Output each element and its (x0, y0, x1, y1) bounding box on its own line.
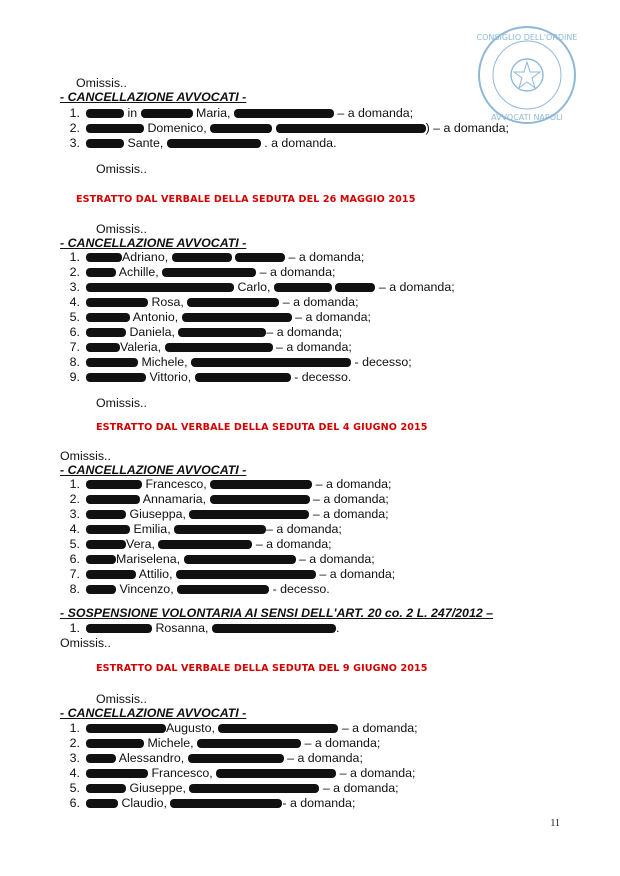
list-item: 5. Vera, – a domanda; (58, 537, 332, 551)
list-number: 1. (69, 250, 80, 264)
list-number: 8. (69, 355, 80, 369)
list-number: 4. (69, 295, 80, 309)
redaction-mark (188, 754, 284, 763)
list-number: 7. (69, 340, 80, 354)
omissis-text: Omissis.. (76, 76, 127, 90)
redaction-mark (210, 495, 310, 504)
redaction-mark (86, 799, 118, 808)
redaction-mark (189, 510, 309, 519)
redaction-mark (86, 343, 120, 352)
redaction-mark (141, 109, 193, 118)
list-number: 5. (69, 310, 80, 324)
section-heading: - CANCELLAZIONE AVVOCATI - (60, 236, 247, 250)
list-number: 1. (69, 106, 80, 120)
redaction-mark (86, 510, 126, 519)
list-item: 3. Sante, . a domanda. (58, 136, 337, 150)
redaction-mark (172, 253, 232, 262)
list-number: 8. (69, 582, 80, 596)
list-item: 5. Antonio, – a domanda; (58, 310, 371, 324)
redaction-mark (86, 555, 116, 564)
section-title: ESTRATTO DAL VERBALE DELLA SEDUTA DEL 26 MAGGIO 2015 (76, 194, 416, 205)
list-item: 1. Francesco, – a domanda; (58, 477, 391, 491)
list-item: 6. Mariselena, – a domanda; (58, 552, 375, 566)
redaction-mark (210, 124, 272, 133)
section-heading: - CANCELLAZIONE AVVOCATI - (60, 463, 247, 477)
omissis-text: Omissis.. (96, 396, 147, 410)
list-number: 1. (69, 721, 80, 735)
redaction-mark (86, 624, 152, 633)
list-item: 3. Giuseppa, – a domanda; (58, 507, 389, 521)
list-item: 7. Valeria, – a domanda; (58, 340, 352, 354)
redaction-mark (86, 495, 140, 504)
list-number: 5. (69, 537, 80, 551)
redaction-mark (184, 555, 296, 564)
list-item: 4. Rosa, – a domanda; (58, 295, 359, 309)
redaction-mark (86, 283, 234, 292)
list-item: 2. Domenico, ) – a domanda; (58, 121, 509, 135)
list-number: 3. (69, 136, 80, 150)
list-number: 6. (69, 552, 80, 566)
redaction-mark (86, 358, 138, 367)
redaction-mark (86, 724, 166, 733)
redaction-mark (178, 328, 266, 337)
redaction-mark (167, 139, 261, 148)
redaction-mark (335, 283, 375, 292)
section-heading: - SOSPENSIONE VOLONTARIA AI SENSI DELL'ART. 20 co. 2 L. 247/2012 – (60, 606, 494, 620)
list-item: 9. Vittorio, - decesso. (58, 370, 351, 384)
redaction-mark (86, 298, 148, 307)
omissis-text: Omissis.. (96, 162, 147, 176)
list-item: 8. Michele, - decesso; (58, 355, 412, 369)
redaction-mark (176, 570, 316, 579)
redaction-mark (86, 769, 148, 778)
list-item: 2. Achille, – a domanda; (58, 265, 335, 279)
redaction-mark (86, 784, 126, 793)
list-number: 7. (69, 567, 80, 581)
redaction-mark (187, 298, 279, 307)
redaction-mark (86, 739, 144, 748)
page-number: 11 (550, 818, 560, 829)
omissis-text: Omissis.. (60, 636, 111, 650)
redaction-mark (212, 624, 336, 633)
list-number: 2. (69, 736, 80, 750)
redaction-mark (170, 799, 282, 808)
list-number: 2. (69, 492, 80, 506)
list-number: 2. (69, 265, 80, 279)
redaction-mark (86, 540, 126, 549)
list-number: 5. (69, 781, 80, 795)
seal-stamp-icon (472, 20, 582, 130)
redaction-mark (182, 313, 292, 322)
list-number: 3. (69, 507, 80, 521)
list-item: 1. in Maria, – a domanda; (58, 106, 413, 120)
redaction-mark (86, 754, 116, 763)
redaction-mark (216, 769, 336, 778)
omissis-text: Omissis.. (96, 692, 147, 706)
redaction-mark (86, 570, 136, 579)
svg-text:AVVOCATI NAPOLI: AVVOCATI NAPOLI (491, 113, 563, 122)
redaction-mark (86, 268, 116, 277)
redaction-mark (218, 724, 338, 733)
list-item: 4. Emilia, – a domanda; (58, 522, 342, 536)
redaction-mark (86, 585, 116, 594)
redaction-mark (174, 525, 266, 534)
redaction-mark (158, 540, 252, 549)
redaction-mark (162, 268, 256, 277)
redaction-mark (86, 525, 130, 534)
list-item: 6. Claudio, - a domanda; (58, 796, 355, 810)
redaction-mark (86, 139, 124, 148)
list-number: 2. (69, 121, 80, 135)
list-item: 8. Vincenzo, - decesso. (58, 582, 330, 596)
redaction-mark (86, 313, 130, 322)
omissis-text: Omissis.. (60, 449, 111, 463)
redaction-mark (86, 253, 122, 262)
list-item: 2. Annamaria, – a domanda; (58, 492, 389, 506)
list-number: 3. (69, 280, 80, 294)
redaction-mark (86, 109, 124, 118)
redaction-mark (274, 283, 332, 292)
redaction-mark (177, 585, 269, 594)
list-item: 1. Rosanna, . (58, 621, 339, 635)
list-item: 1. Augusto, – a domanda; (58, 721, 418, 735)
list-number: 6. (69, 796, 80, 810)
list-item: 6. Daniela, – a domanda; (58, 325, 342, 339)
redaction-mark (197, 739, 301, 748)
redaction-mark (195, 373, 291, 382)
section-title: ESTRATTO DAL VERBALE DELLA SEDUTA DEL 4 GIUGNO 2015 (96, 422, 428, 433)
list-number: 9. (69, 370, 80, 384)
list-item: 1. Adriano, – a domanda; (58, 250, 364, 264)
redaction-mark (234, 109, 334, 118)
list-item: 5. Giuseppe, – a domanda; (58, 781, 399, 795)
redaction-mark (86, 328, 126, 337)
list-number: 3. (69, 751, 80, 765)
list-item: 2. Michele, – a domanda; (58, 736, 380, 750)
redaction-mark (235, 253, 285, 262)
redaction-mark (86, 124, 144, 133)
list-number: 1. (69, 621, 80, 635)
redaction-mark (189, 784, 319, 793)
redaction-mark (165, 343, 273, 352)
redaction-mark (191, 358, 351, 367)
redaction-mark (86, 373, 146, 382)
svg-text:CONSIGLIO DELL'ORDINE: CONSIGLIO DELL'ORDINE (476, 33, 578, 42)
list-number: 1. (69, 477, 80, 491)
redaction-mark (276, 124, 426, 133)
section-heading: - CANCELLAZIONE AVVOCATI - (60, 706, 247, 720)
list-number: 4. (69, 766, 80, 780)
list-item: 7. Attilio, – a domanda; (58, 567, 395, 581)
list-number: 4. (69, 522, 80, 536)
omissis-text: Omissis.. (96, 222, 147, 236)
list-item: 4. Francesco, – a domanda; (58, 766, 415, 780)
redaction-mark (86, 480, 142, 489)
section-title: ESTRATTO DAL VERBALE DELLA SEDUTA DEL 9 GIUGNO 2015 (96, 663, 428, 674)
list-item: 3. Alessandro, – a domanda; (58, 751, 363, 765)
redaction-mark (210, 480, 312, 489)
section-heading: - CANCELLAZIONE AVVOCATI - (60, 90, 247, 104)
list-item: 3. Carlo, – a domanda; (58, 280, 455, 294)
list-number: 6. (69, 325, 80, 339)
